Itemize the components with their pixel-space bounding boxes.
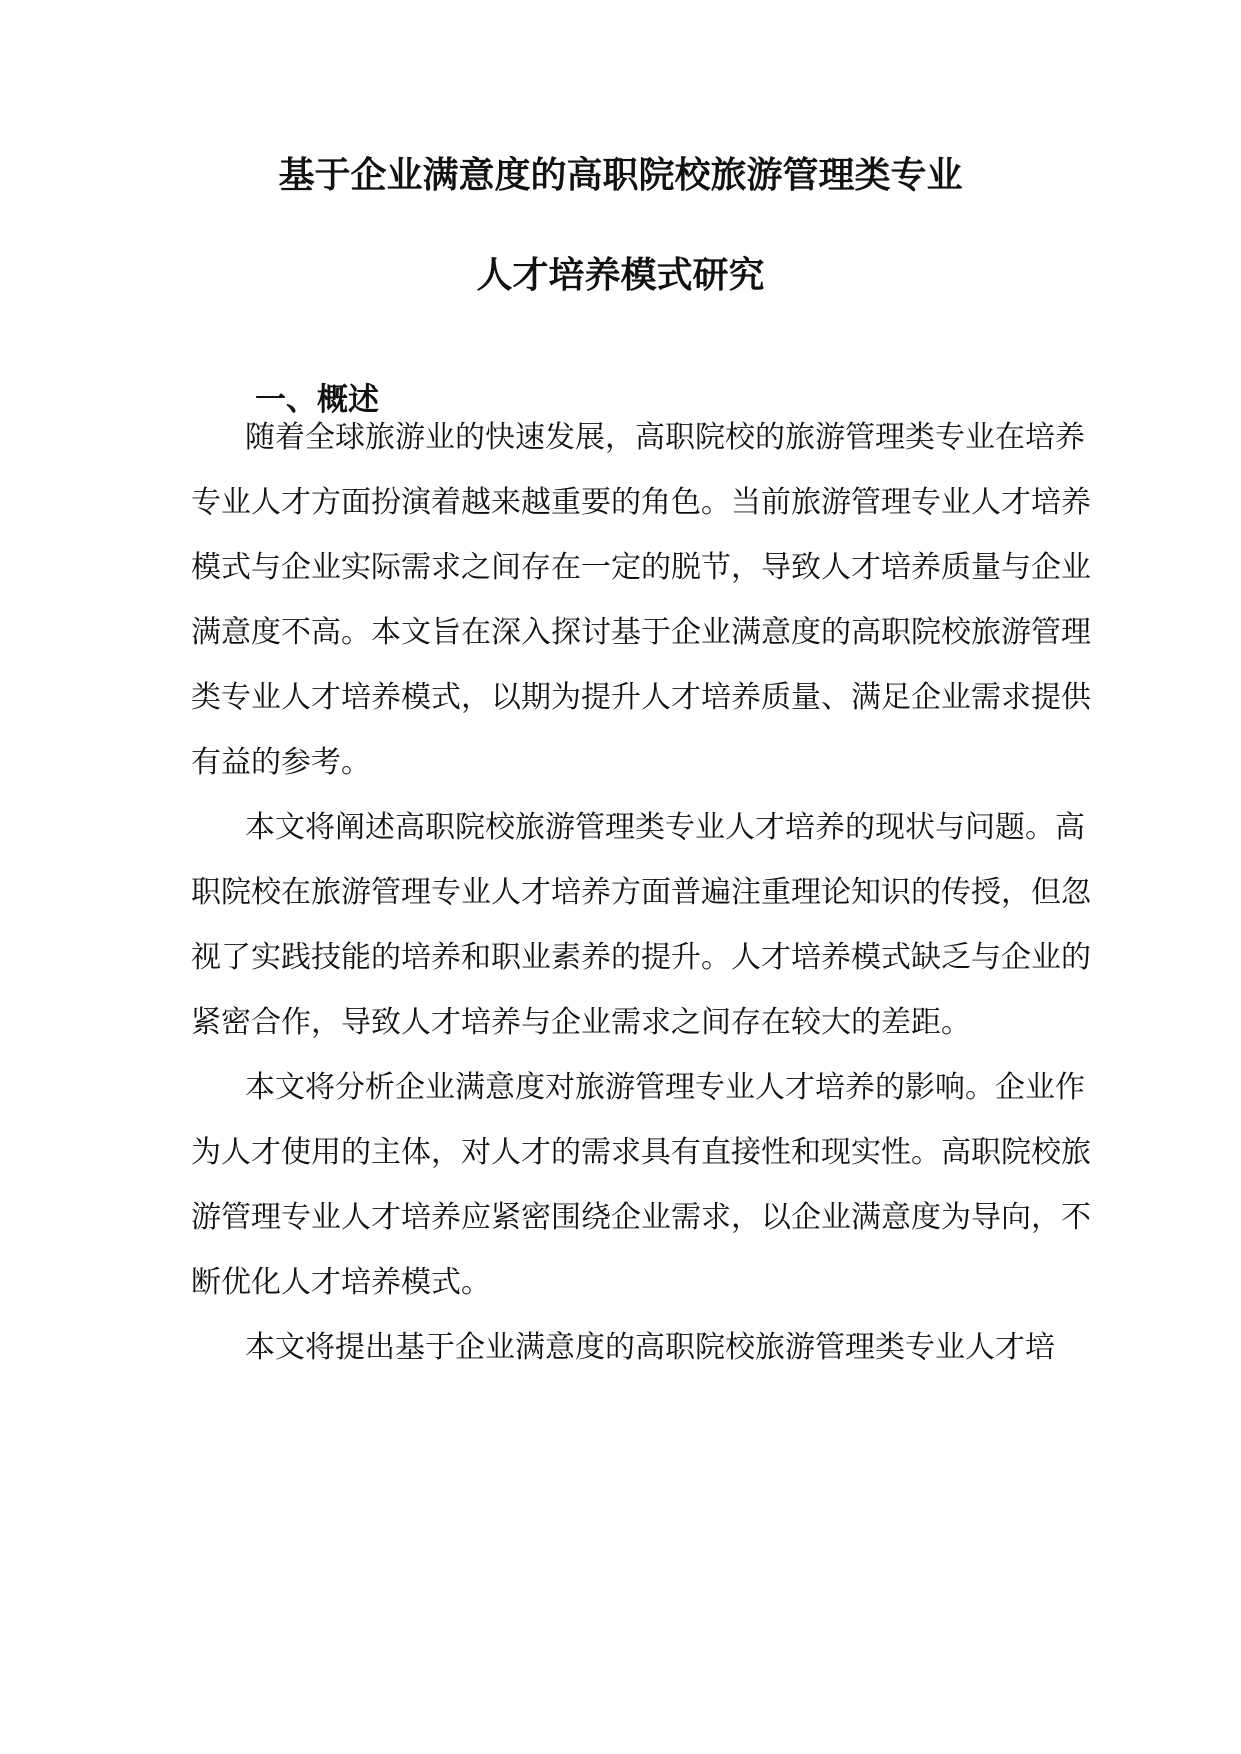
- paragraph-line: 断优化人才培养模式。: [191, 1265, 491, 1300]
- paragraph-line: 游管理专业人才培养应紧密围绕企业需求，以企业满意度为导向，不: [191, 1200, 1091, 1235]
- paragraph-line: 有益的参考。: [191, 745, 371, 780]
- document-title-line-1: 基于企业满意度的高职院校旅游管理类专业: [278, 154, 963, 196]
- paragraph-line: 类专业人才培养模式，以期为提升人才培养质量、满足企业需求提供: [191, 680, 1091, 715]
- paragraph-line: 本文将阐述高职院校旅游管理类专业人才培养的现状与问题。高: [245, 810, 1085, 845]
- paragraph-line: 本文将提出基于企业满意度的高职院校旅游管理类专业人才培: [245, 1330, 1055, 1365]
- document-title-line-2: 人才培养模式研究: [476, 254, 765, 296]
- paragraph-line: 紧密合作，导致人才培养与企业需求之间存在较大的差距。: [191, 1005, 971, 1040]
- paragraph-line: 职院校在旅游管理专业人才培养方面普遍注重理论知识的传授，但忽: [191, 875, 1091, 910]
- paragraph-line: 模式与企业实际需求之间存在一定的脱节，导致人才培养质量与企业: [191, 550, 1091, 585]
- section-heading-overview: 一、概述: [255, 382, 379, 418]
- paragraph-line: 专业人才方面扮演着越来越重要的角色。当前旅游管理专业人才培养: [191, 485, 1091, 520]
- paragraph-line: 本文将分析企业满意度对旅游管理专业人才培养的影响。企业作: [245, 1070, 1085, 1105]
- paragraph-line: 为人才使用的主体，对人才的需求具有直接性和现实性。高职院校旅: [191, 1135, 1091, 1170]
- paragraph-line: 随着全球旅游业的快速发展，高职院校的旅游管理类专业在培养: [245, 420, 1085, 455]
- paragraph-line: 满意度不高。本文旨在深入探讨基于企业满意度的高职院校旅游管理: [191, 615, 1091, 650]
- paragraph-line: 视了实践技能的培养和职业素养的提升。人才培养模式缺乏与企业的: [191, 940, 1091, 975]
